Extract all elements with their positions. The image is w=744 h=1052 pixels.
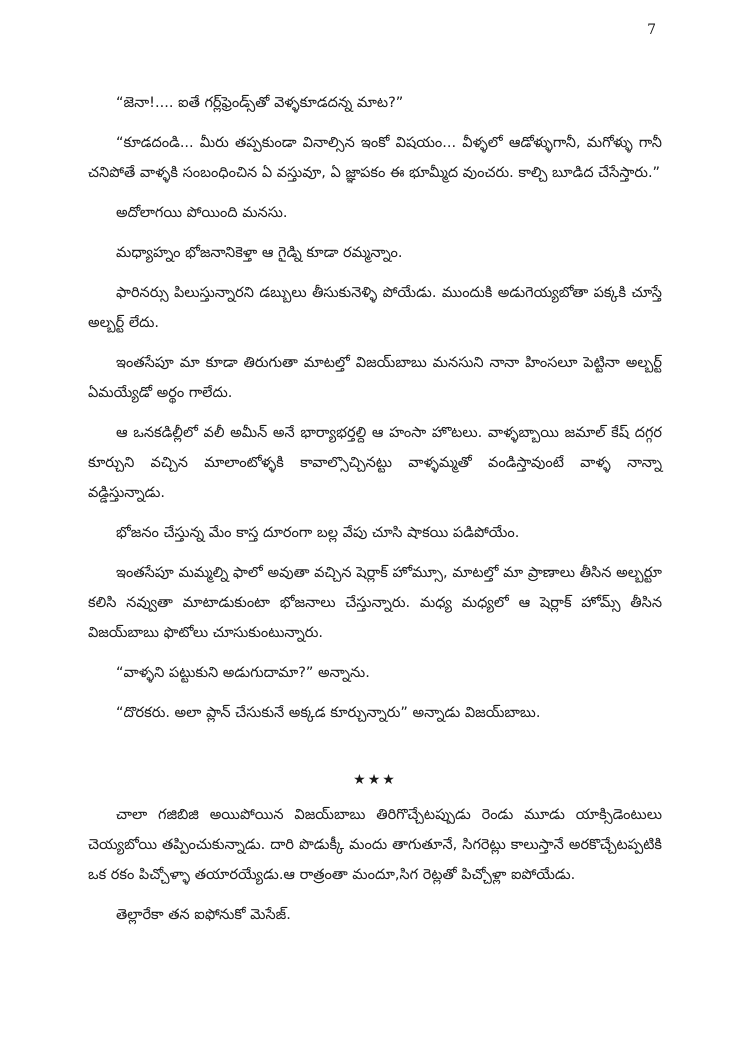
paragraph: తెల్లారేకా తన ఐఫోనుకో మెసేజ్. (116, 907, 291, 923)
paragraph: “జెనా!.... ఐతే గర్ల్‌ఫ్రెండ్స్‌తో వెళ్ళకూడదన్న మాట?” (116, 95, 404, 111)
paragraph: “వాళ్ళని పట్టుకుని అడుగుదామా?” అన్నాను. (116, 665, 370, 681)
paragraph: “కూడదండి... మీరు తప్పకుండా వినాల్సిన ఇంకో విషయం... వీళ్ళలో ఆడోళ్ళుగానీ, మగోళ్ళు గానీ చనిపోతే వాళ్ళకి సంబంధించిన ఏ వస్తువూ, ఏ జ్ఞాపకం ఈ భూమ్మీద వుంచరు. కాల్చి బూడిద చేసేస్తారు.” (88, 135, 662, 181)
paragraph: ఇంతసేపూ మమ్మల్ని ఫాలో అవుతా వచ్చిన షెర్లాక్ హోమ్సూ, మాటల్తో మా ప్రాణాలు తీసిన అల్బర్టూ కలిసి నవ్వుతా మాటాడుకుంటా భోజనాలు చేస్తున్నారు. మధ్య మధ్యలో ఆ షెర్లాక్ హోమ్స్ తీసిన విజయ్‌బాబు ఫొటోలు చూసుకుంటున్నారు. (88, 565, 662, 641)
section-separator: ★★★ (353, 772, 397, 788)
page-number: 7 (647, 22, 656, 38)
page-body (88, 88, 662, 930)
paragraph: భోజనం చేస్తున్న మేం కాస్త దూరంగా బల్ల వేపు చూసి షాకయి పడిపోయేం. (116, 525, 520, 541)
paragraph: “దొరకరు. అలా ప్లాన్ చేసుకునే అక్కడ కూర్చున్నారు” అన్నాడు విజయ్‌బాబు. (116, 705, 541, 721)
paragraph: మధ్యాహ్నం భోజనానికెళ్తా ఆ గైడ్ని కూడా రమ్మన్నాం. (116, 245, 403, 261)
paragraph: ఆ ఒనకడిల్లీలో వలీ అమీన్ అనే భార్యాభర్తల్ది ఆ హంసా హొటలు. వాళ్ళబ్బాయి జమాల్ కేష్ దగ్గర కూర్చుని వచ్చిన మాలాంటోళ్ళకి కావాల్సొచ్చినట్టు వాళ్ళమ్మతో వండిస్తావుంటే వాళ్ళ నాన్నా వడ్డిస్తున్నాడు. (88, 425, 662, 501)
paragraph: చాలా గజిబిజి అయిపోయిన విజయ్‌బాబు తిరిగొచ్చేటప్పుడు రెండు మూడు యాక్సిడెంటులు చెయ్యబోయి తప్పించుకున్నాడు. దారి పొడుక్కీ మందు తాగుతూనే, సిగరెట్లు కాలుస్తానే అరకొచ్చేటప్పటికి ఒక రకం పిచ్చోళ్ళా తయారయ్యేడు.ఆ రాత్రంతా మందూ,సిగ రెట్లతో పిచ్చోళ్లా ఐపోయేడు. (88, 807, 662, 883)
paragraph: అదోలాగయి పోయింది మనసు. (116, 205, 288, 221)
paragraph: ఫారినర్సు పిలుస్తున్నారని డబ్బులు తీసుకునెళ్ళి పోయేడు. ముందుకి అడుగెయ్యబోతా పక్కకి చూస్తే అల్బర్ట్ లేదు. (88, 285, 662, 331)
paragraph: ఇంతసేపూ మా కూడా తిరుగుతా మాటల్తో విజయ్‌బాబు మనసుని నానా హింసలూ పెట్టినా అల్బర్ట్ ఏమయ్యేడో అర్థం గాలేదు. (88, 355, 662, 401)
